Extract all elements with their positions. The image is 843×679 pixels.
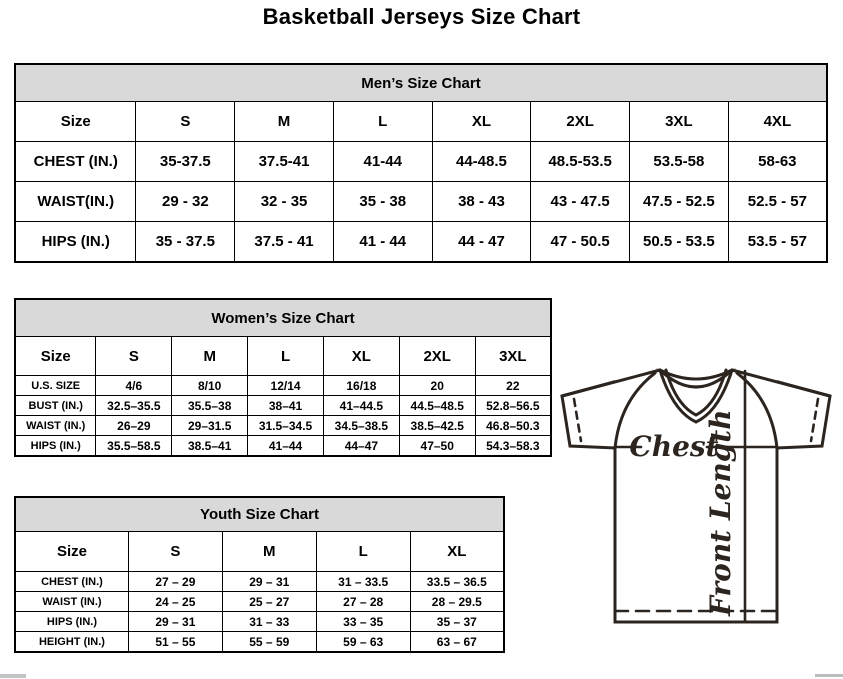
- size-value-cell: 51 – 55: [128, 632, 222, 653]
- size-value-cell: 22: [475, 376, 551, 396]
- size-value-cell: 41–44.5: [323, 396, 399, 416]
- jersey-body-fill: [615, 369, 777, 622]
- column-header: S: [136, 102, 235, 142]
- row-label: WAIST (IN.): [15, 592, 128, 612]
- size-value-cell: 31.5–34.5: [248, 416, 324, 436]
- table-row: [15, 222, 827, 263]
- size-value-cell: 53.5 - 57: [728, 222, 827, 263]
- size-value-cell: 43 - 47.5: [531, 182, 630, 222]
- column-header: L: [316, 532, 410, 572]
- size-value-cell: 31 – 33: [222, 612, 316, 632]
- front-length-label: Front Length: [704, 409, 737, 616]
- column-header: Size: [15, 532, 128, 572]
- jersey-measurement-diagram: [556, 360, 843, 637]
- table-row: [15, 572, 504, 592]
- scrollbar-fragment-right: [815, 674, 843, 677]
- size-value-cell: 58-63: [728, 142, 827, 182]
- column-header: M: [172, 337, 248, 376]
- row-label: WAIST (IN.): [15, 416, 96, 436]
- column-header: M: [222, 532, 316, 572]
- size-value-cell: 37.5-41: [235, 142, 334, 182]
- size-value-cell: 35 - 37.5: [136, 222, 235, 263]
- size-value-cell: 48.5-53.5: [531, 142, 630, 182]
- size-value-cell: 32.5–35.5: [96, 396, 172, 416]
- column-header: L: [333, 102, 432, 142]
- column-header: S: [128, 532, 222, 572]
- size-value-cell: 44 - 47: [432, 222, 531, 263]
- row-label: HEIGHT (IN.): [15, 632, 128, 653]
- size-value-cell: 28 – 29.5: [410, 592, 504, 612]
- size-value-cell: 38 - 43: [432, 182, 531, 222]
- size-value-cell: 38–41: [248, 396, 324, 416]
- table-row: [15, 182, 827, 222]
- size-value-cell: 41 - 44: [333, 222, 432, 263]
- size-value-cell: 50.5 - 53.5: [630, 222, 729, 263]
- youth-size-table: [14, 496, 505, 653]
- chest-label: Chest: [629, 430, 719, 463]
- size-value-cell: 54.3–58.3: [475, 436, 551, 457]
- size-value-cell: 35 – 37: [410, 612, 504, 632]
- size-value-cell: 35-37.5: [136, 142, 235, 182]
- size-value-cell: 55 – 59: [222, 632, 316, 653]
- table-row: [15, 376, 551, 396]
- page-title: Basketball Jerseys Size Chart: [262, 4, 581, 29]
- size-value-cell: 53.5-58: [630, 142, 729, 182]
- size-value-cell: 35 - 38: [333, 182, 432, 222]
- size-value-cell: 38.5–42.5: [399, 416, 475, 436]
- size-value-cell: 33.5 – 36.5: [410, 572, 504, 592]
- size-value-cell: 44–47: [323, 436, 399, 457]
- size-value-cell: 41–44: [248, 436, 324, 457]
- mens-size-table: [14, 63, 828, 263]
- table-row: [15, 396, 551, 416]
- size-value-cell: 37.5 - 41: [235, 222, 334, 263]
- row-label: HIPS (IN.): [15, 612, 128, 632]
- column-header: XL: [323, 337, 399, 376]
- size-value-cell: 27 – 28: [316, 592, 410, 612]
- row-label: HIPS (IN.): [15, 436, 96, 457]
- row-label: U.S. SIZE: [15, 376, 96, 396]
- size-value-cell: 47–50: [399, 436, 475, 457]
- scrollbar-fragment-left: [0, 674, 26, 678]
- table-row: [15, 416, 551, 436]
- row-label: CHEST (IN.): [15, 142, 136, 182]
- row-label: CHEST (IN.): [15, 572, 128, 592]
- size-value-cell: 34.5–38.5: [323, 416, 399, 436]
- size-value-cell: 32 - 35: [235, 182, 334, 222]
- column-header: Size: [15, 337, 96, 376]
- size-value-cell: 52.5 - 57: [728, 182, 827, 222]
- column-header: M: [235, 102, 334, 142]
- size-value-cell: 44-48.5: [432, 142, 531, 182]
- size-value-cell: 20: [399, 376, 475, 396]
- size-value-cell: 24 – 25: [128, 592, 222, 612]
- size-value-cell: 35.5–58.5: [96, 436, 172, 457]
- womens-size-table: [14, 298, 552, 457]
- size-value-cell: 31 – 33.5: [316, 572, 410, 592]
- size-value-cell: 8/10: [172, 376, 248, 396]
- table-row: [15, 142, 827, 182]
- size-value-cell: 29–31.5: [172, 416, 248, 436]
- table-band-title: Women’s Size Chart: [15, 299, 551, 337]
- size-value-cell: 47 - 50.5: [531, 222, 630, 263]
- column-header: 2XL: [531, 102, 630, 142]
- row-label: HIPS (IN.): [15, 222, 136, 263]
- size-value-cell: 25 – 27: [222, 592, 316, 612]
- size-value-cell: 63 – 67: [410, 632, 504, 653]
- table-band-title: Men’s Size Chart: [15, 64, 827, 102]
- column-header: L: [248, 337, 324, 376]
- row-label: WAIST(IN.): [15, 182, 136, 222]
- column-header: 3XL: [630, 102, 729, 142]
- row-label: BUST (IN.): [15, 396, 96, 416]
- column-header: 2XL: [399, 337, 475, 376]
- table-band-title: Youth Size Chart: [15, 497, 504, 532]
- size-value-cell: 47.5 - 52.5: [630, 182, 729, 222]
- size-value-cell: 41-44: [333, 142, 432, 182]
- size-value-cell: 52.8–56.5: [475, 396, 551, 416]
- table-row: [15, 436, 551, 457]
- column-header: Size: [15, 102, 136, 142]
- size-value-cell: 4/6: [96, 376, 172, 396]
- table-row: [15, 632, 504, 653]
- column-header: 3XL: [475, 337, 551, 376]
- column-header: S: [96, 337, 172, 376]
- size-value-cell: 33 – 35: [316, 612, 410, 632]
- size-value-cell: 16/18: [323, 376, 399, 396]
- size-value-cell: 59 – 63: [316, 632, 410, 653]
- column-header: 4XL: [728, 102, 827, 142]
- table-row: [15, 592, 504, 612]
- size-value-cell: 29 – 31: [222, 572, 316, 592]
- size-value-cell: 29 - 32: [136, 182, 235, 222]
- size-value-cell: 29 – 31: [128, 612, 222, 632]
- size-value-cell: 44.5–48.5: [399, 396, 475, 416]
- table-row: [15, 612, 504, 632]
- column-header: XL: [432, 102, 531, 142]
- size-value-cell: 26–29: [96, 416, 172, 436]
- size-value-cell: 27 – 29: [128, 572, 222, 592]
- size-value-cell: 12/14: [248, 376, 324, 396]
- column-header: XL: [410, 532, 504, 572]
- size-value-cell: 46.8–50.3: [475, 416, 551, 436]
- size-value-cell: 38.5–41: [172, 436, 248, 457]
- size-value-cell: 35.5–38: [172, 396, 248, 416]
